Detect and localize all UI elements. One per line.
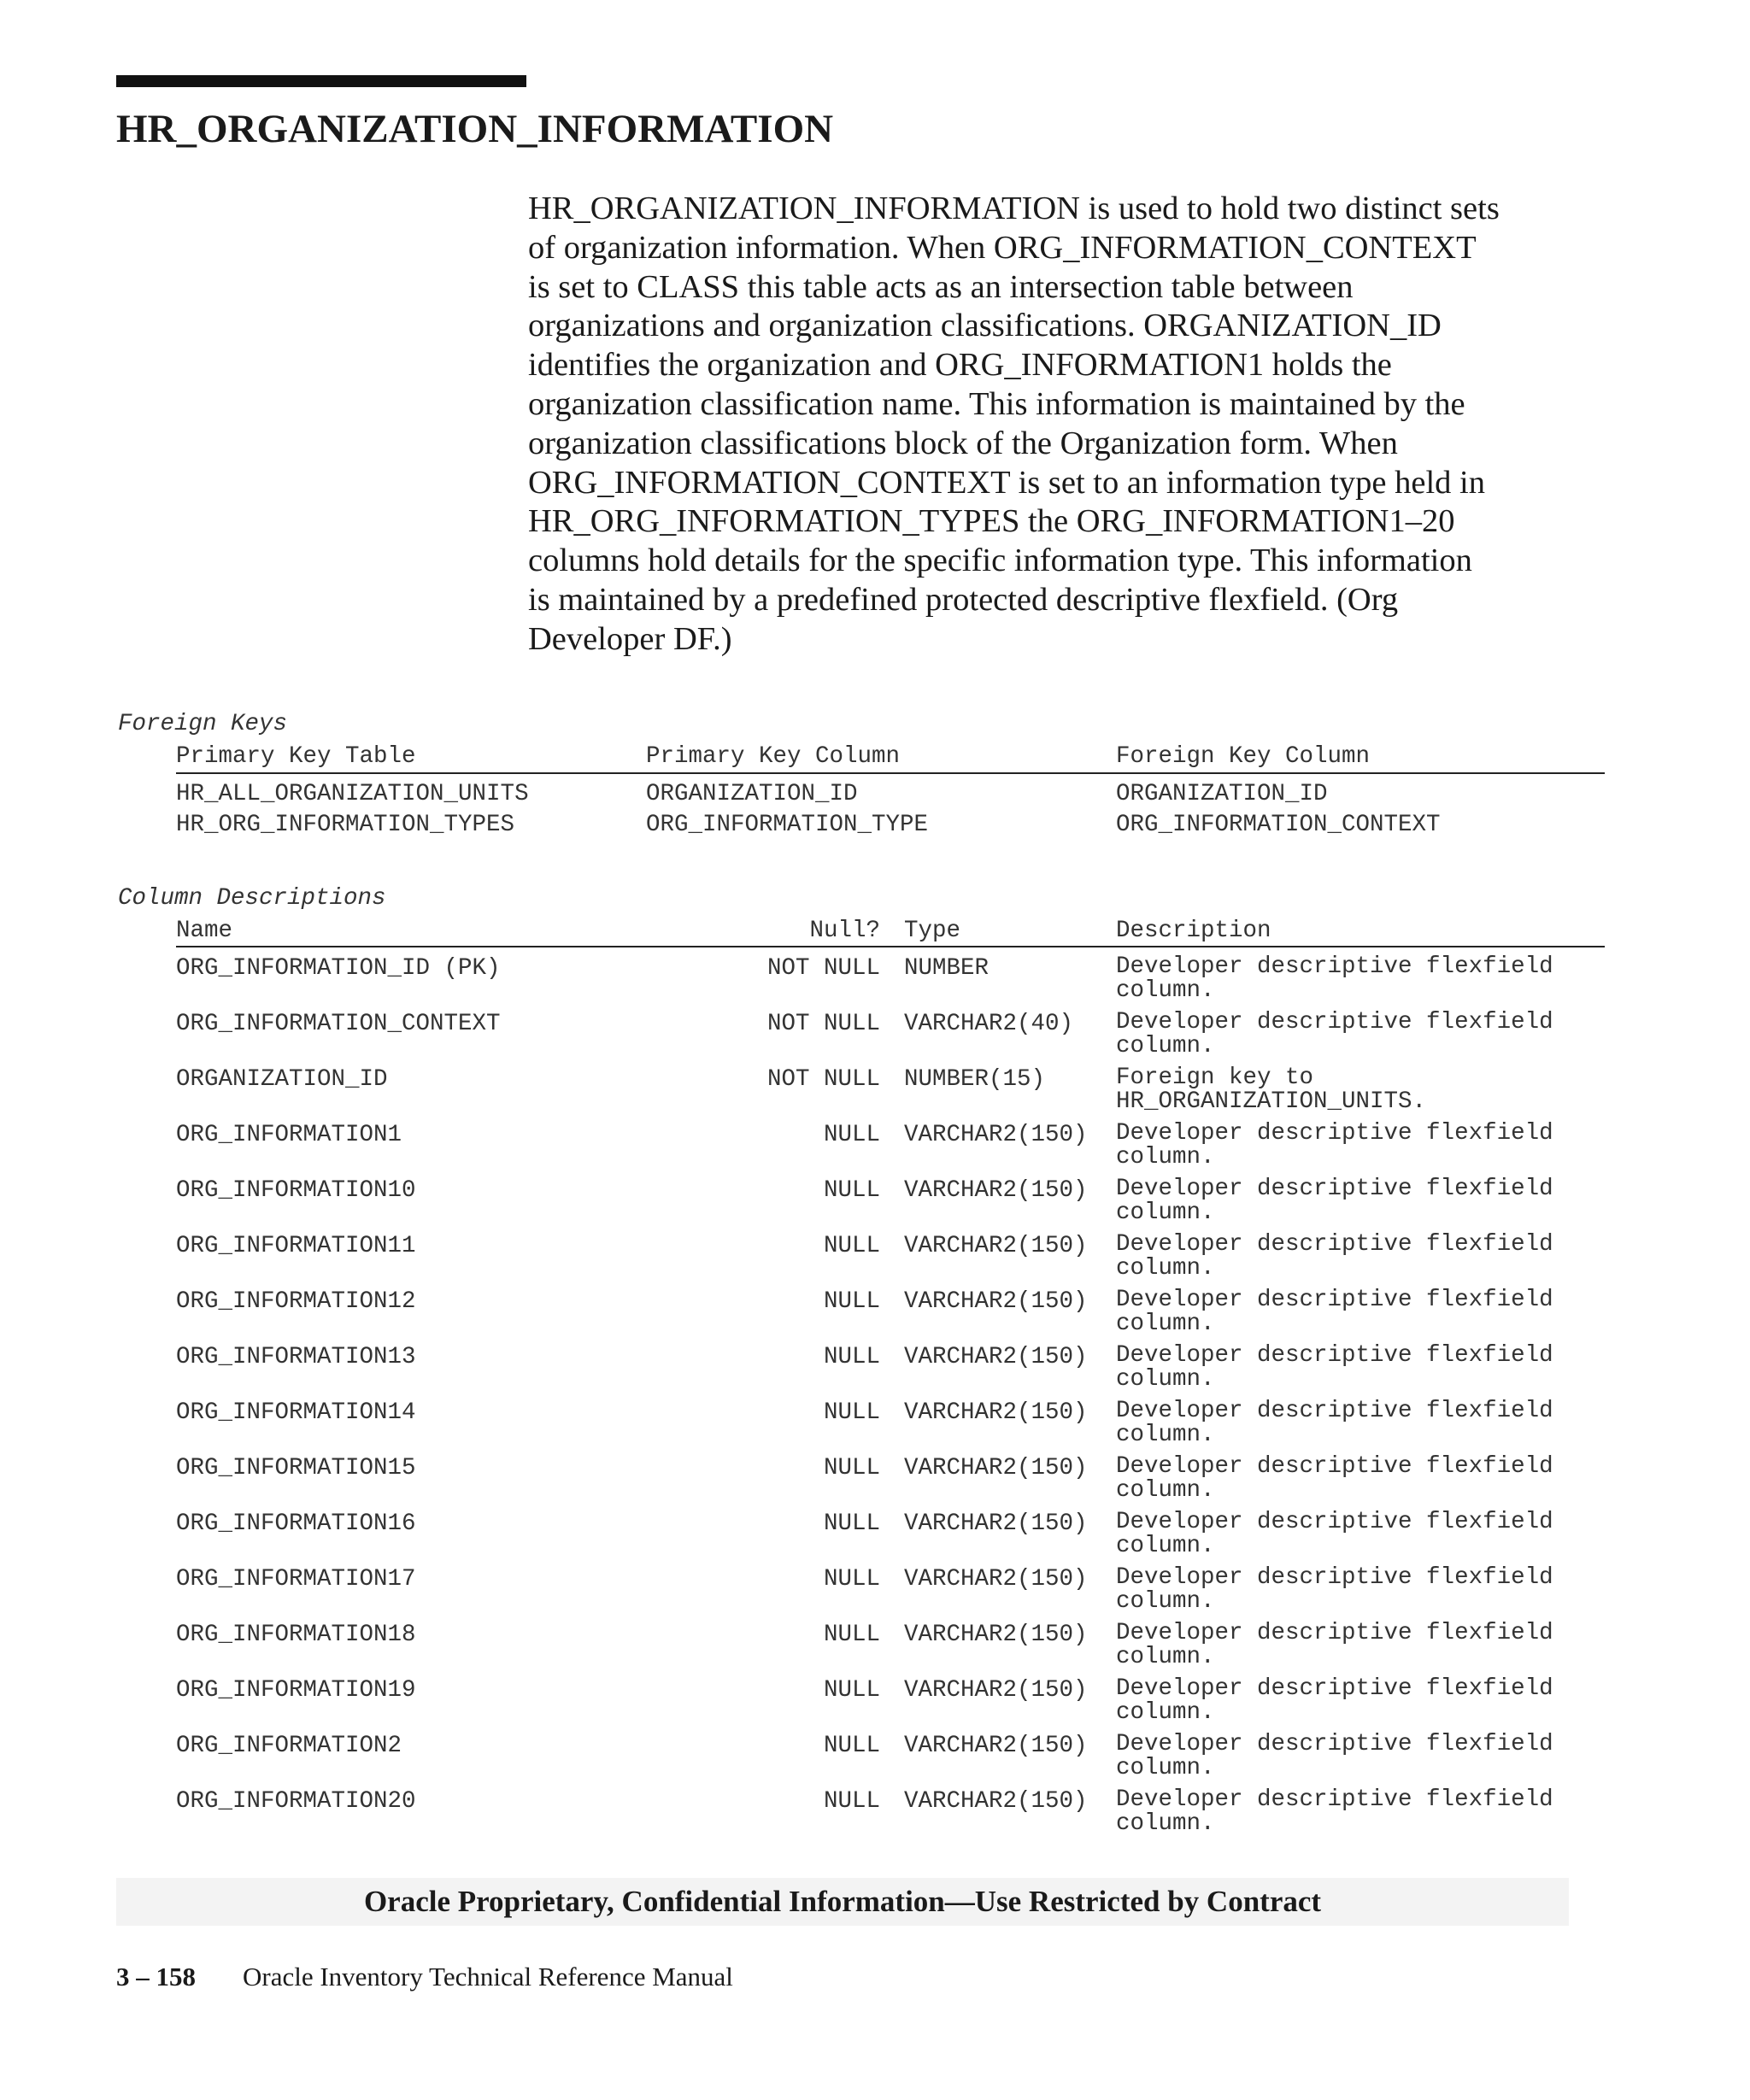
intro-line: organization classifications block of the Organization form. When xyxy=(528,425,1398,461)
column-name: ORG_INFORMATION17 xyxy=(176,1566,416,1593)
intro-line: is maintained by a predefined protected descriptive flexfield. (Org xyxy=(528,581,1399,618)
page-number: 3 – 158 xyxy=(116,1962,196,1991)
column-description: Developer descriptive flexfield column. xyxy=(1116,1231,1553,1282)
intro-line: organizations and organization classifications. ORGANIZATION_ID xyxy=(528,308,1442,344)
column-type: VARCHAR2(150) xyxy=(904,1788,1088,1815)
column-null: NULL xyxy=(823,1510,880,1537)
column-type: VARCHAR2(150) xyxy=(904,1622,1088,1648)
column-null: NULL xyxy=(823,1288,880,1315)
fk-pk-column: ORG_INFORMATION_TYPE xyxy=(646,812,929,838)
column-description: Developer descriptive flexfield column. xyxy=(1116,1620,1553,1670)
fk-header-pk-column: Primary Key Column xyxy=(646,743,901,770)
column-name: ORG_INFORMATION14 xyxy=(176,1399,416,1426)
foreign-keys-label: Foreign Keys xyxy=(118,711,288,737)
column-description: Developer descriptive flexfield column. xyxy=(1116,1509,1553,1559)
intro-line: columns hold details for the specific information type. This information xyxy=(528,543,1472,579)
fk-fk-column: ORG_INFORMATION_CONTEXT xyxy=(1116,812,1441,838)
column-null: NULL xyxy=(823,1344,880,1370)
column-type: VARCHAR2(150) xyxy=(904,1122,1088,1148)
column-description: Developer descriptive flexfield column. xyxy=(1116,1176,1553,1226)
column-type: VARCHAR2(150) xyxy=(904,1233,1088,1259)
column-name: ORG_INFORMATION1 xyxy=(176,1122,402,1148)
title-rule xyxy=(116,75,526,87)
confidential-notice xyxy=(116,1878,1569,1926)
column-name: ORG_INFORMATION15 xyxy=(176,1455,416,1481)
column-name: ORG_INFORMATION19 xyxy=(176,1677,416,1704)
column-null: NULL xyxy=(823,1122,880,1148)
fk-header-rule xyxy=(176,772,1605,774)
fk-header-pk-table: Primary Key Table xyxy=(176,743,416,770)
column-null: NOT NULL xyxy=(766,1011,880,1037)
column-description: Developer descriptive flexfield column. xyxy=(1116,1398,1553,1448)
column-type: VARCHAR2(40) xyxy=(904,1011,1074,1037)
column-type: VARCHAR2(150) xyxy=(904,1399,1088,1426)
column-type: VARCHAR2(150) xyxy=(904,1733,1088,1759)
column-name: ORG_INFORMATION10 xyxy=(176,1177,416,1204)
intro-line: of organization information. When ORG_INFORMATION_CONTEXT xyxy=(528,229,1477,266)
intro-line: ORG_INFORMATION_CONTEXT is set to an information type held in xyxy=(528,464,1485,501)
column-type: VARCHAR2(150) xyxy=(904,1510,1088,1537)
column-description: Developer descriptive flexfield column. xyxy=(1116,1786,1553,1837)
column-name: ORG_INFORMATION_CONTEXT xyxy=(176,1011,501,1037)
col-header-name: Name xyxy=(176,918,233,944)
page-title: HR_ORGANIZATION_INFORMATION xyxy=(116,107,834,151)
column-null: NULL xyxy=(823,1455,880,1481)
column-name: ORG_INFORMATION13 xyxy=(176,1344,416,1370)
column-description: Developer descriptive flexfield column. xyxy=(1116,1731,1553,1781)
column-type: VARCHAR2(150) xyxy=(904,1288,1088,1315)
manual-title: Oracle Inventory Technical Reference Manual xyxy=(243,1962,733,1991)
column-null: NULL xyxy=(823,1788,880,1815)
column-null: NULL xyxy=(823,1677,880,1704)
column-null: NULL xyxy=(823,1733,880,1759)
column-null: NULL xyxy=(823,1233,880,1259)
column-null: NULL xyxy=(823,1566,880,1593)
column-description: Foreign key to HR_ORGANIZATION_UNITS. xyxy=(1116,1065,1427,1115)
column-description: Developer descriptive flexfield column. xyxy=(1116,1120,1553,1170)
column-description: Developer descriptive flexfield column. xyxy=(1116,1342,1553,1393)
column-type: VARCHAR2(150) xyxy=(904,1677,1088,1704)
fk-pk-column: ORGANIZATION_ID xyxy=(646,781,858,807)
intro-line: HR_ORG_INFORMATION_TYPES the ORG_INFORMATION1–20 xyxy=(528,503,1455,540)
column-name: ORG_INFORMATION_ID (PK) xyxy=(176,955,501,982)
intro-line: is set to CLASS this table acts as an intersection table between xyxy=(528,268,1354,305)
column-type: NUMBER(15) xyxy=(904,1066,1046,1093)
column-description: Developer descriptive flexfield column. xyxy=(1116,953,1553,1004)
column-null: NULL xyxy=(823,1399,880,1426)
column-type: VARCHAR2(150) xyxy=(904,1455,1088,1481)
fk-pk-table: HR_ORG_INFORMATION_TYPES xyxy=(176,812,515,838)
column-type: VARCHAR2(150) xyxy=(904,1177,1088,1204)
col-header-description: Description xyxy=(1116,918,1271,944)
column-name: ORG_INFORMATION11 xyxy=(176,1233,416,1259)
column-name: ORG_INFORMATION20 xyxy=(176,1788,416,1815)
column-description: Developer descriptive flexfield column. xyxy=(1116,1453,1553,1504)
column-name: ORG_INFORMATION16 xyxy=(176,1510,416,1537)
column-descriptions-label: Column Descriptions xyxy=(118,885,386,912)
column-description: Developer descriptive flexfield column. xyxy=(1116,1009,1553,1059)
column-null: NOT NULL xyxy=(766,955,880,982)
column-name: ORGANIZATION_ID xyxy=(176,1066,388,1093)
column-name: ORG_INFORMATION18 xyxy=(176,1622,416,1648)
column-type: VARCHAR2(150) xyxy=(904,1344,1088,1370)
column-name: ORG_INFORMATION2 xyxy=(176,1733,402,1759)
column-description: Developer descriptive flexfield column. xyxy=(1116,1675,1553,1726)
intro-line: Developer DF.) xyxy=(528,620,732,657)
col-header-type: Type xyxy=(904,918,961,944)
fk-header-fk-column: Foreign Key Column xyxy=(1116,743,1371,770)
intro-paragraph xyxy=(528,190,1596,660)
column-name: ORG_INFORMATION12 xyxy=(176,1288,416,1315)
intro-line: HR_ORGANIZATION_INFORMATION is used to hold two distinct sets xyxy=(528,191,1500,226)
col-header-rule xyxy=(176,946,1605,947)
confidential-notice-text: Oracle Proprietary, Confidential Information––Use Restricted by Contract xyxy=(363,1885,1322,1918)
column-description: Developer descriptive flexfield column. xyxy=(1116,1564,1553,1615)
intro-line: organization classification name. This information is maintained by the xyxy=(528,385,1465,422)
column-type: VARCHAR2(150) xyxy=(904,1566,1088,1593)
col-header-null: Null? xyxy=(809,918,880,944)
intro-line: identifies the organization and ORG_INFORMATION1 holds the xyxy=(528,347,1392,384)
fk-pk-table: HR_ALL_ORGANIZATION_UNITS xyxy=(176,781,529,807)
column-description: Developer descriptive flexfield column. xyxy=(1116,1287,1553,1337)
fk-fk-column: ORGANIZATION_ID xyxy=(1116,781,1328,807)
column-null: NULL xyxy=(823,1177,880,1204)
column-type: NUMBER xyxy=(904,955,990,982)
column-null: NOT NULL xyxy=(766,1066,880,1093)
column-null: NULL xyxy=(823,1622,880,1648)
